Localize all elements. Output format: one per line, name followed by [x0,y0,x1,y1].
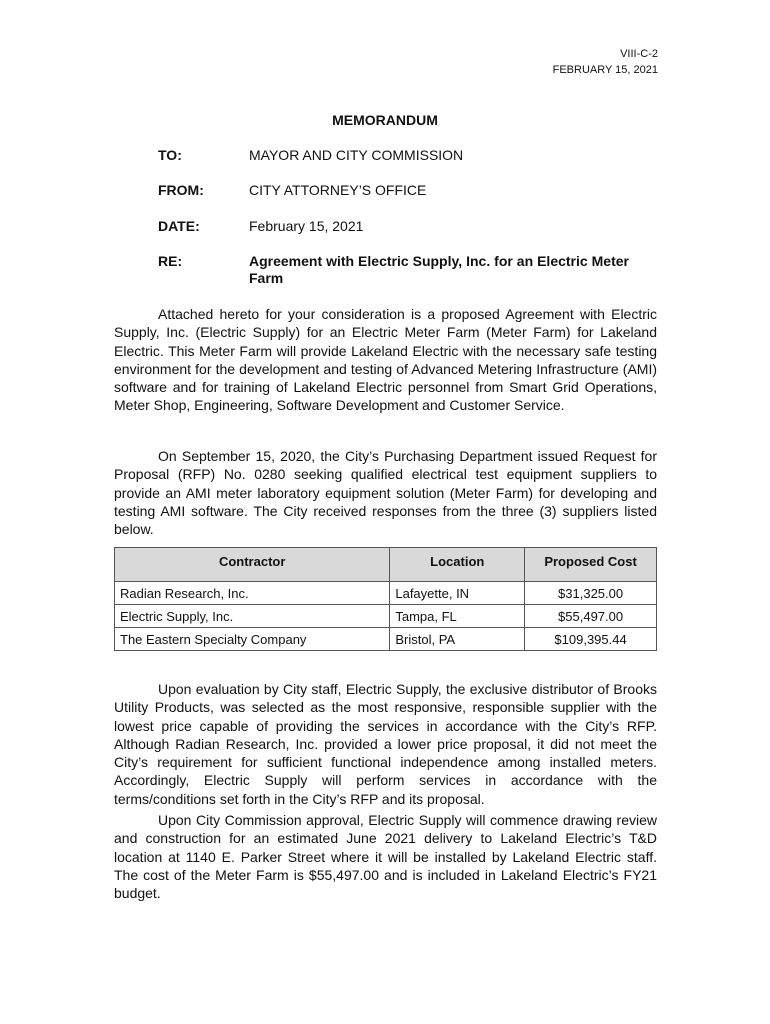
table-row [115,605,657,628]
header-proposed-cost: Proposed Cost [525,548,657,582]
body-paragraph-4 [114,811,657,902]
cell-contractor: Electric Supply, Inc. [115,605,390,628]
table-header-row [115,548,657,582]
header-contractor: Contractor [115,548,390,582]
contractor-table [114,547,657,651]
table-row [115,628,657,651]
cell-location: Lafayette, IN [390,582,525,605]
date-value: February 15, 2021 [249,218,364,234]
from-label: FROM: [158,182,204,198]
body-paragraph-2 [114,447,657,538]
body-paragraph-1 [114,305,657,415]
memo-title: MEMORANDUM [332,112,438,128]
paragraph-text: On September 15, 2020, the City’s Purchasing Department issued Request for Proposal (RFP) No. 0280 seeking qualified electrical test equipment suppliers to provide an AMI meter laboratory equipment solution (Meter Farm) for developing and testing AMI software. The City received responses from the three (3) suppliers listed below. [114,448,657,538]
from-value: CITY ATTORNEY’S OFFICE [249,182,427,198]
cell-location: Tampa, FL [390,605,525,628]
cell-location: Bristol, PA [390,628,525,651]
to-value: MAYOR AND CITY COMMISSION [249,147,464,163]
cell-cost: $109,395.44 [525,628,657,651]
cell-contractor: Radian Research, Inc. [115,582,390,605]
document-code: VIII-C-2 [620,48,658,60]
cell-cost: $31,325.00 [525,582,657,605]
cell-contractor: The Eastern Specialty Company [115,628,390,651]
cell-cost: $55,497.00 [525,605,657,628]
document-header [553,46,658,78]
to-label: TO: [158,147,182,163]
re-label: RE: [158,253,183,269]
date-label: DATE: [158,218,200,234]
re-value: Agreement with Electric Supply, Inc. for an Electric Meter Farm [249,253,629,286]
document-date: FEBRUARY 15, 2021 [552,64,658,76]
body-paragraph-3 [114,680,657,808]
paragraph-text: Upon City Commission approval, Electric Supply will commence drawing review and construction for an estimated June 2021 delivery to Lakeland Electric’s T&D location at 1140 E. Parker Street where it will be installed by Lakeland Electric staff. The cost of the Meter Farm is $55,497.00 and is included in Lakeland Electric’s FY21 budget. [114,812,657,902]
paragraph-text: Attached hereto for your consideration is a proposed Agreement with Electric Supply, Inc. (Electric Supply) for an Electric Meter Farm (Meter Farm) for Lakeland Electric. This Meter Farm will provide Lakeland Electric with the necessary safe testing environment for the development and testing of Advanced Metering Infrastructure (AMI) software and for training of Lakeland Electric personnel from Smart Grid Operations, Meter Shop, Engineering, Software Development and Customer Service. [114,306,657,414]
table-row [115,582,657,605]
header-location: Location [390,548,525,582]
paragraph-text: Upon evaluation by City staff, Electric Supply, the exclusive distributor of Brooks Utility Products, was selected as the most responsive, responsible supplier with the lowest price capable of providing the services in accordance with the City’s RFP. Although Radian Research, Inc. provided a lower price proposal, it did not meet the City’s requirement for sufficient functional independence among installed meters. Accordingly, Electric Supply will perform services in accordance with the terms/conditions set forth in the City’s RFP and its proposal. [114,681,657,807]
